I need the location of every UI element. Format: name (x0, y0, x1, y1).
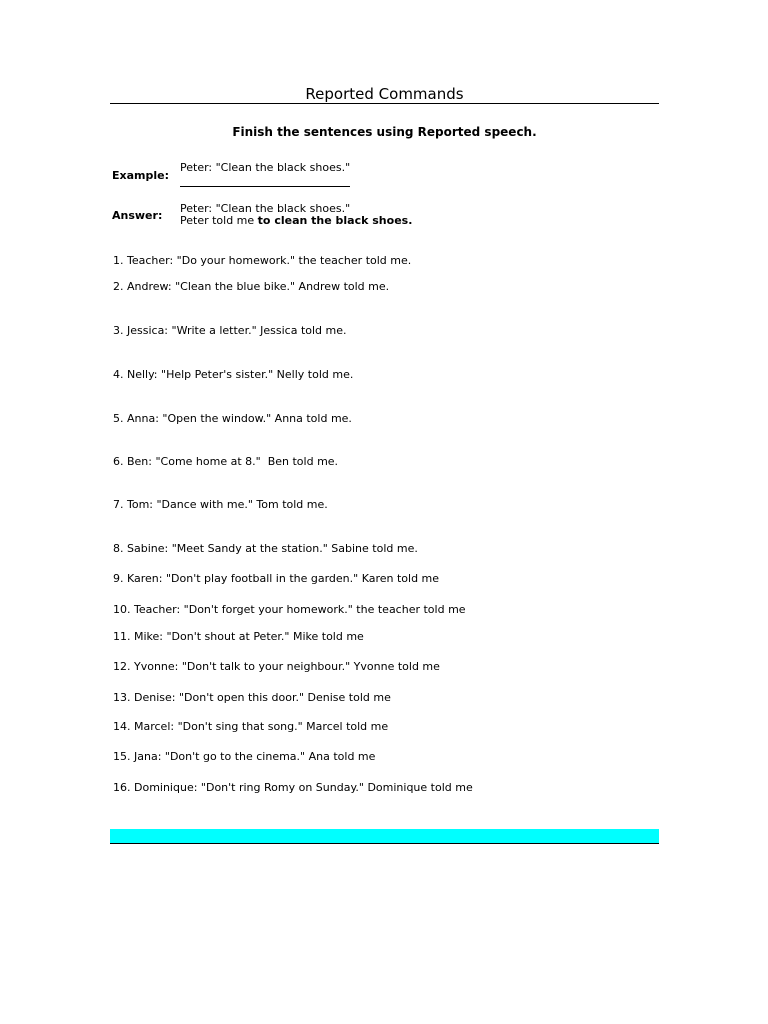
example-sentence: Peter: "Clean the black shoes." (180, 161, 351, 174)
answer-reported-sentence (180, 215, 412, 227)
exercise-item-13: 13. Denise: "Don't open this door." Denise told me (113, 691, 391, 704)
example-answer-blank (180, 186, 350, 187)
exercise-item-11: 11. Mike: "Don't shout at Peter." Mike told me (113, 630, 364, 643)
exercise-item-3: 3. Jessica: "Write a letter." Jessica told me. (113, 324, 347, 337)
exercise-item-9: 9. Karen: "Don't play football in the garden." Karen told me (113, 572, 440, 585)
instructions-heading: Finish the sentences using Reported speech. (232, 125, 537, 139)
exercise-item-4: 4. Nelly: "Help Peter's sister." Nelly told me. (113, 368, 354, 381)
title-underline (110, 103, 659, 104)
exercise-item-6: 6. Ben: "Come home at 8." Ben told me. (113, 455, 339, 468)
exercise-item-16: 16. Dominique: "Don't ring Romy on Sunday." Dominique told me (113, 781, 473, 794)
exercise-item-14: 14. Marcel: "Don't sing that song." Marcel told me (113, 720, 389, 733)
exercise-item-5: 5. Anna: "Open the window." Anna told me. (113, 412, 352, 425)
exercise-item-2: 2. Andrew: "Clean the blue bike." Andrew told me. (113, 280, 390, 293)
answer-reported-bold: to clean the black shoes. (257, 214, 413, 227)
exercise-item-7: 7. Tom: "Dance with me." Tom told me. (113, 498, 328, 511)
answer-reported-prefix: Peter told me (180, 214, 258, 227)
answer-label: Answer: (112, 209, 163, 222)
exercise-item-1: 1. Teacher: "Do your homework." the teacher told me. (113, 254, 412, 267)
exercise-item-10: 10. Teacher: "Don't forget your homework." the teacher told me (113, 603, 466, 616)
footer-rule (110, 843, 659, 844)
answer-quote: Peter: "Clean the black shoes." (180, 202, 351, 215)
example-label: Example: (112, 169, 169, 182)
page-title: Reported Commands (305, 85, 464, 103)
exercise-item-15: 15. Jana: "Don't go to the cinema." Ana told me (113, 750, 376, 763)
footer-color-band (110, 829, 659, 843)
exercise-item-12: 12. Yvonne: "Don't talk to your neighbour." Yvonne told me (113, 660, 440, 673)
exercise-item-8: 8. Sabine: "Meet Sandy at the station." Sabine told me. (113, 542, 418, 555)
